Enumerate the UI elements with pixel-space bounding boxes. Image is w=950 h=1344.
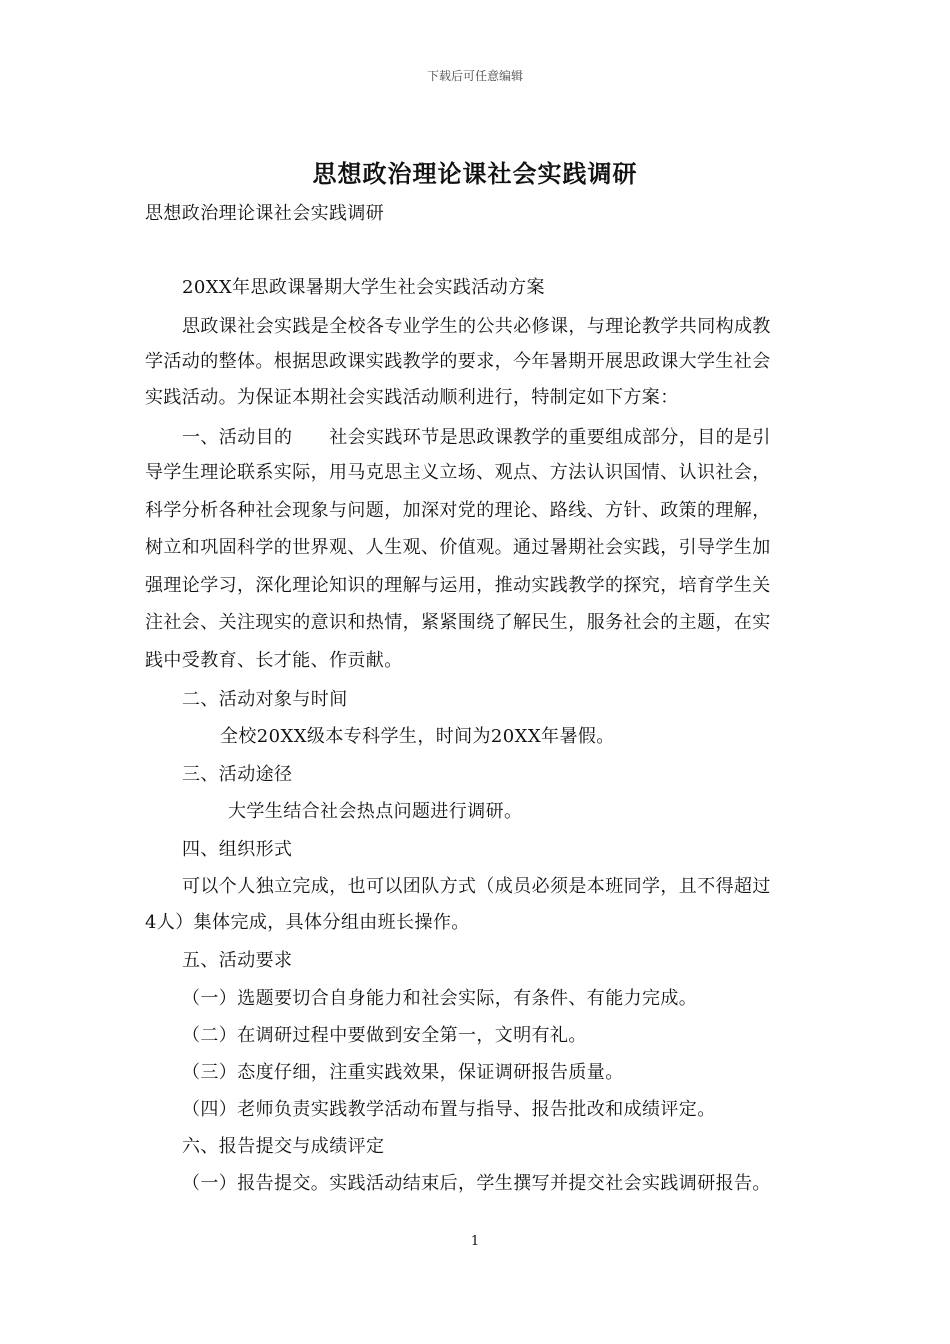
section1-line-5: 强理论学习，深化理论知识的理解与运用，推动实践教学的探究，培育学生关 bbox=[145, 575, 771, 596]
page-header-note: 下载后可任意编辑 bbox=[426, 69, 523, 83]
section1-line-2: 导学生理论联系实际，用马克思主义立场、观点、方法认识国情、认识社会， bbox=[145, 462, 771, 483]
section5-heading: 五、活动要求 bbox=[182, 950, 293, 971]
section6-item-1: （一）报告提交。实践活动结束后，学生撰写并提交社会实践调研报告。 bbox=[182, 1173, 771, 1194]
section2-body: 全校20XX级本专科学生，时间为20XX年暑假。 bbox=[220, 726, 615, 747]
section1-line-4: 树立和巩固科学的世界观、人生观、价值观。通过暑期社会实践，引导学生加 bbox=[145, 537, 771, 558]
section5-item-2: （二）在调研过程中要做到安全第一，文明有礼。 bbox=[182, 1025, 587, 1046]
intro-line-1: 思政课社会实践是全校各专业学生的公共必修课，与理论教学共同构成教 bbox=[182, 316, 771, 337]
plan-title: 20XX年思政课暑期大学生社会实践活动方案 bbox=[182, 277, 545, 298]
section4-heading: 四、组织形式 bbox=[182, 839, 293, 860]
section4-body-line-1: 可以个人独立完成，也可以团队方式（成员必须是本班同学，且不得超过 bbox=[182, 876, 771, 897]
section1-line-6: 注社会、关注现实的意识和热情，紧紧围绕了解民生，服务社会的主题，在实 bbox=[145, 612, 771, 633]
section2-heading: 二、活动对象与时间 bbox=[182, 689, 348, 710]
section5-item-3: （三）态度仔细，注重实践效果，保证调研报告质量。 bbox=[182, 1062, 624, 1083]
intro-line-2: 学活动的整体。根据思政课实践教学的要求，今年暑期开展思政课大学生社会 bbox=[145, 351, 771, 372]
page-number: 1 bbox=[470, 1234, 480, 1249]
section6-heading: 六、报告提交与成绩评定 bbox=[182, 1136, 385, 1157]
section4-body-line-2: 4人）集体完成，具体分组由班长操作。 bbox=[145, 912, 470, 933]
section1-line-3: 科学分析各种社会现象与问题，加深对党的理论、路线、方针、政策的理解， bbox=[145, 500, 771, 521]
section3-heading: 三、活动途径 bbox=[182, 764, 293, 785]
document-title: 思想政治理论课社会实践调研 bbox=[312, 159, 638, 188]
section5-item-4: （四）老师负责实践教学活动布置与指导、报告批改和成绩评定。 bbox=[182, 1099, 716, 1120]
section3-body: 大学生结合社会热点问题进行调研。 bbox=[228, 801, 523, 822]
section5-item-1: （一）选题要切合自身能力和社会实际，有条件、有能力完成。 bbox=[182, 988, 698, 1009]
section1-line-7: 践中受教育、长才能、作贡献。 bbox=[145, 650, 403, 671]
section1-line-1: 一、活动目的 社会实践环节是思政课教学的重要组成部分，目的是引 bbox=[182, 427, 771, 448]
document-subtitle: 思想政治理论课社会实践调研 bbox=[145, 203, 385, 224]
intro-line-3: 实践活动。为保证本期社会实践活动顺利进行，特制定如下方案： bbox=[145, 387, 679, 408]
